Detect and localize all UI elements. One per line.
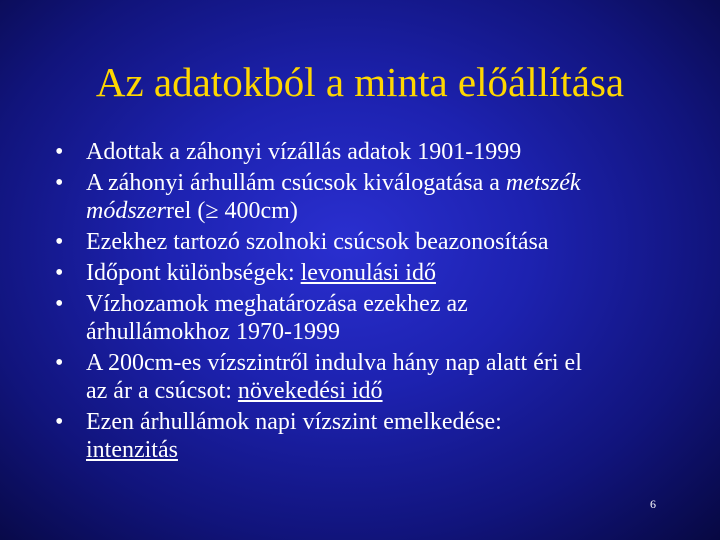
- underlined-term: intenzitás: [86, 437, 178, 463]
- bullet-list: [0, 138, 720, 467]
- bullet-text-line-1: Vízhozamok meghatározása ezekhez az: [86, 291, 468, 317]
- bullet-text-line-1: A 200cm-es vízszintről indulva hány nap alatt éri el: [86, 350, 582, 376]
- bullet-text-line-1: Ezen árhullámok napi vízszint emelkedése:: [86, 409, 502, 435]
- underlined-term: levonulási idő: [300, 260, 436, 286]
- bullet-item-1: [0, 138, 720, 166]
- bullet-icon: •: [55, 350, 64, 376]
- bullet-text: Ezekhez tartozó szolnoki csúcsok beazonosítása: [86, 229, 549, 255]
- bullet-text-line-1: [86, 169, 680, 197]
- bullet-icon: •: [55, 260, 64, 286]
- bullet-text: Adottak a záhonyi vízállás adatok 1901-1999: [86, 139, 522, 165]
- bullet-text-line-2: [86, 436, 680, 464]
- bullet-text: rel (: [166, 198, 206, 224]
- bullet-text: 400cm): [218, 198, 298, 224]
- bullet-item-2: [0, 169, 720, 225]
- bullet-icon: •: [55, 409, 64, 435]
- underlined-term: növekedési idő: [237, 378, 383, 404]
- bullet-item-3: [0, 228, 720, 256]
- bullet-text: A záhonyi árhullám csúcsok kiválogatása a: [86, 170, 506, 196]
- bullet-icon: •: [55, 291, 64, 317]
- slide-number: 6: [650, 497, 656, 511]
- bullet-item-6: [0, 349, 720, 405]
- italic-term: módszer: [86, 198, 167, 224]
- bullet-icon: •: [55, 139, 64, 165]
- bullet-item-5: [0, 290, 720, 346]
- bullet-text-line-2: [86, 377, 680, 405]
- greater-equal-symbol: ≥: [205, 198, 219, 224]
- bullet-text-line-1: [86, 259, 680, 287]
- bullet-item-4: [0, 259, 720, 287]
- italic-term: metszék: [505, 170, 581, 196]
- bullet-icon: •: [55, 229, 64, 255]
- bullet-text: az ár a csúcsot:: [86, 378, 238, 404]
- bullet-text-line-2: [86, 197, 680, 225]
- bullet-item-7: [0, 408, 720, 464]
- bullet-text-line-2: árhullámokhoz 1970-1999: [86, 319, 340, 345]
- bullet-text: Időpont különbségek:: [86, 260, 301, 286]
- slide-title: Az adatokból a minta előállítása: [95, 59, 625, 105]
- bullet-icon: •: [55, 170, 64, 196]
